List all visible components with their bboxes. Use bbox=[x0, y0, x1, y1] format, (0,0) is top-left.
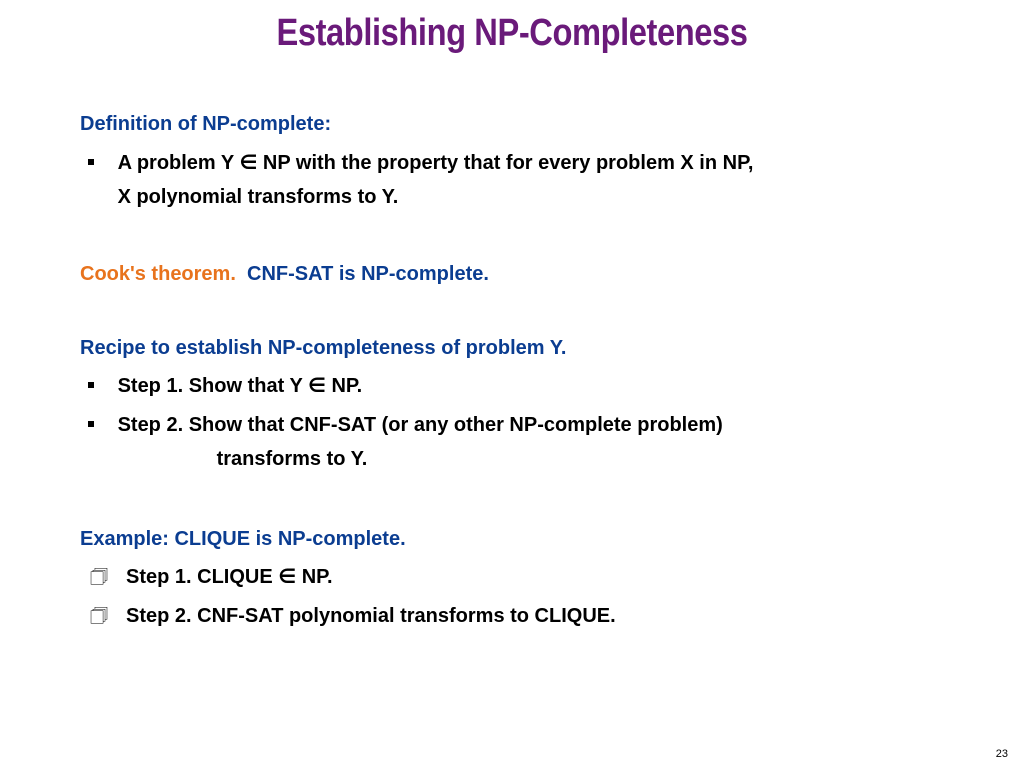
example-step2-text: Step 2. CNF-SAT polynomial transforms to CLIQUE. bbox=[126, 605, 616, 627]
recipe-step2-line1: Step 2. Show that CNF-SAT (or any other NP-complete problem) bbox=[117, 414, 723, 436]
recipe-heading: Recipe to establish NP-completeness of problem Y. bbox=[80, 337, 567, 359]
recipe-step2 bbox=[88, 408, 723, 476]
definition-bullet-line2: X polynomial transforms to Y. bbox=[117, 186, 399, 208]
recipe-step1-text: Step 1. Show that Y ∈ NP. bbox=[117, 375, 363, 397]
document-stack-icon: 🗇 bbox=[89, 605, 109, 627]
page-number: 23 bbox=[995, 748, 1008, 760]
example-heading: Example: CLIQUE is NP-complete. bbox=[80, 528, 406, 550]
square-bullet-icon bbox=[88, 159, 94, 165]
recipe-step1 bbox=[88, 369, 362, 403]
cook-theorem-statement: CNF-SAT is NP-complete. bbox=[247, 263, 489, 285]
square-bullet-icon bbox=[88, 421, 94, 427]
definition-bullet-line1: A problem Y ∈ NP with the property that for every problem X in NP, bbox=[117, 152, 754, 174]
document-stack-icon: 🗇 bbox=[89, 566, 109, 588]
cook-theorem bbox=[80, 262, 489, 286]
cook-theorem-label: Cook's theorem. bbox=[80, 263, 236, 285]
definition-heading: Definition of NP-complete: bbox=[80, 113, 332, 135]
example-step1-text: Step 1. CLIQUE ∈ NP. bbox=[126, 566, 333, 588]
definition-bullet bbox=[88, 146, 753, 214]
example-step1 bbox=[86, 560, 333, 594]
example-step2 bbox=[86, 599, 616, 633]
slide-title: Establishing NP-Completeness bbox=[276, 12, 748, 54]
square-bullet-icon bbox=[88, 382, 94, 388]
recipe-step2-line2: transforms to Y. bbox=[216, 448, 368, 470]
